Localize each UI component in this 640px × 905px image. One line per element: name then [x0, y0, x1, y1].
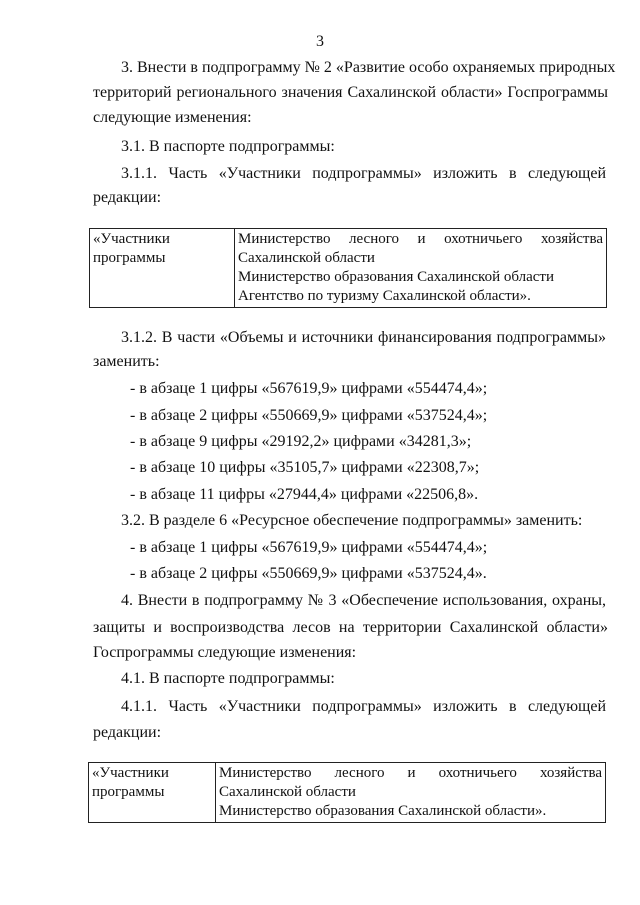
replacement-item: - в абзаце 11 цифры «27944,4» цифрами «22506,8».	[130, 486, 479, 503]
paragraph-3-1-1-line-2: редакции:	[93, 189, 162, 206]
table-row	[90, 229, 607, 308]
replacement-item: - в абзаце 1 цифры «567619,9» цифрами «554474,4»;	[130, 539, 488, 556]
participant-line: Агентство по туризму Сахалинской области».	[238, 288, 531, 304]
participant-line: Министерство лесного и охотничьего хозяйства	[219, 765, 602, 781]
participant-line: Министерство образования Сахалинской области	[238, 269, 555, 285]
paragraph-4-line-1: 4. Внести в подпрограмму № 3 «Обеспечение использования, охраны,	[121, 592, 606, 609]
participants-table-2	[88, 762, 606, 823]
paragraph-3-line-2: территорий регионального значения Сахалинской области» Госпрограммы	[93, 84, 608, 101]
table-row	[89, 763, 606, 823]
participant-line: Министерство образования Сахалинской области».	[219, 803, 547, 819]
participant-line: Сахалинской области	[219, 784, 356, 800]
paragraph-3-line-1: 3. Внести в подпрограмму № 2 «Развитие особо охраняемых природных	[121, 59, 616, 76]
paragraph-3-1-2-line-1: 3.1.2. В части «Объемы и источники финансирования подпрограммы»	[121, 329, 606, 346]
participants-label: «Участники программы	[90, 229, 235, 308]
paragraph-4-line-2: защиты и воспроизводства лесов на территории Сахалинской области»	[93, 619, 608, 636]
replacement-item: - в абзаце 1 цифры «567619,9» цифрами «554474,4»;	[130, 380, 488, 397]
participant-line: Министерство лесного и охотничьего хозяйства	[238, 231, 603, 247]
replacement-item: - в абзаце 2 цифры «550669,9» цифрами «537524,4».	[130, 565, 487, 582]
paragraph-4-1-1-line-1: 4.1.1. Часть «Участники подпрограммы» изложить в следующей	[121, 698, 606, 715]
paragraph-4-1-1-line-2: редакции:	[93, 724, 162, 741]
paragraph-3-2: 3.2. В разделе 6 «Ресурсное обеспечение подпрограммы» заменить:	[121, 512, 583, 529]
paragraph-4-line-3: Госпрограммы следующие изменения:	[93, 644, 357, 661]
participants-table-1	[89, 228, 607, 308]
participants-label: «Участники программы	[89, 763, 216, 823]
replacement-item: - в абзаце 9 цифры «29192,2» цифрами «34281,3»;	[130, 433, 472, 450]
participant-line: Сахалинской области	[238, 250, 375, 266]
page-number: 3	[316, 33, 324, 50]
participants-value	[235, 229, 607, 308]
paragraph-3-1: 3.1. В паспорте подпрограммы:	[121, 138, 335, 155]
paragraph-4-1: 4.1. В паспорте подпрограммы:	[121, 670, 335, 687]
participants-value	[216, 763, 606, 823]
replacement-item: - в абзаце 2 цифры «550669,9» цифрами «537524,4»;	[130, 407, 488, 424]
replacement-item: - в абзаце 10 цифры «35105,7» цифрами «22308,7»;	[130, 459, 480, 476]
paragraph-3-1-2-line-2: заменить:	[93, 353, 160, 370]
paragraph-3-line-3: следующие изменения:	[93, 109, 252, 126]
paragraph-3-1-1-line-1: 3.1.1. Часть «Участники подпрограммы» изложить в следующей	[121, 165, 606, 182]
